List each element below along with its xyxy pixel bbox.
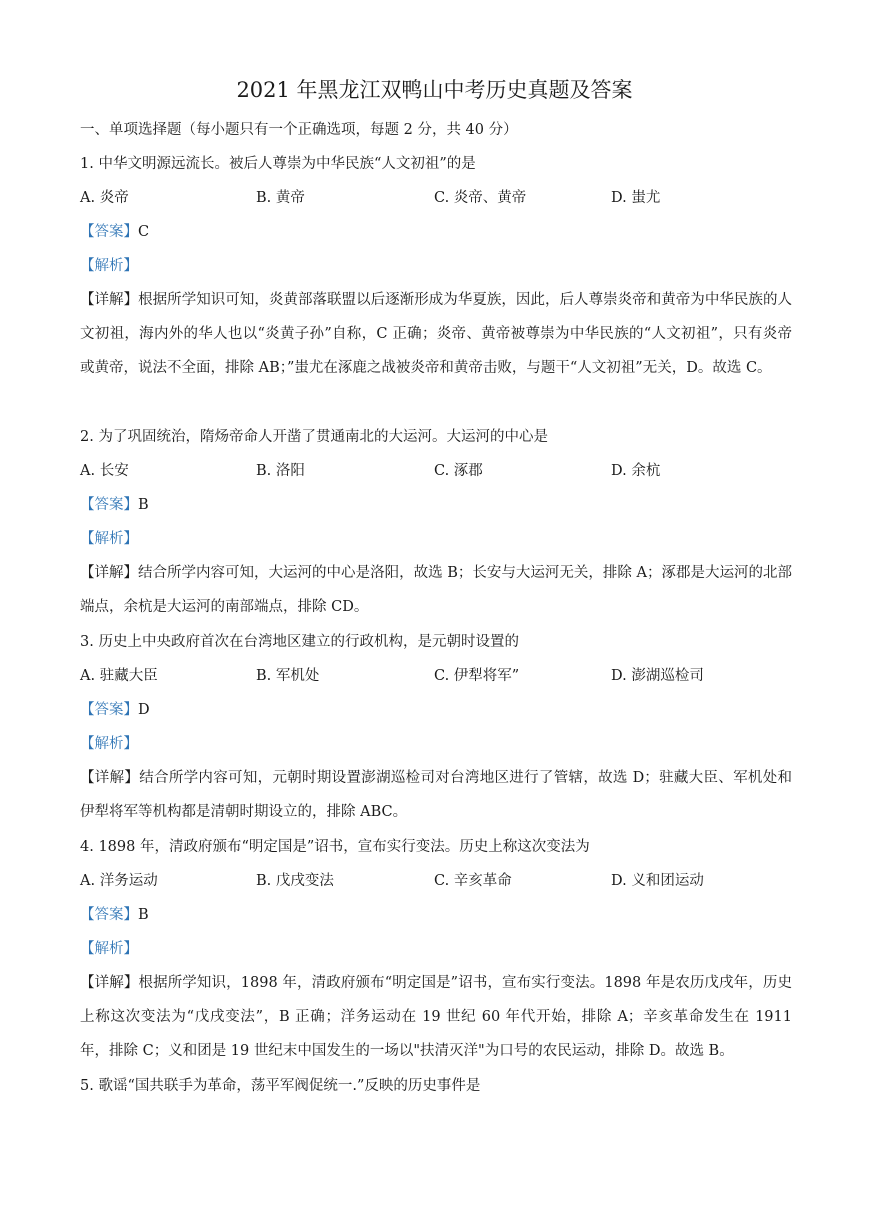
detail-text: 根据所学知识，1898 年，清政府颁布“明定国是”诏书，宣布实行变法。1898 年是农历戊戌年，历史上称这次变法为“戊戌变法”，B 正确；洋务运动在 19 世纪 60 年代开始，排除 A；辛亥革命发生在 1911 年，排除 C；义和团是 19 世纪末中国发生的一场以"扶清灭洋"为口号的农民运动，排除 D。故选 B。 <box>80 975 793 1059</box>
page-title: 2021 年黑龙江双鸭山中考历史真题及答案 <box>236 78 633 102</box>
q1-answer <box>80 222 792 242</box>
question-4-options <box>80 871 792 891</box>
q4-option-c: C. 辛亥革命 <box>434 873 512 889</box>
q4-answer <box>80 905 792 925</box>
answer-tag: 【答案】 <box>80 907 138 923</box>
q4-option-a: A. 洋务运动 <box>80 873 158 889</box>
question-1-options <box>80 188 792 208</box>
q3-option-c: C. 伊犁将军” <box>434 668 520 684</box>
question-3-options <box>80 666 792 686</box>
answer-value: B <box>138 497 149 513</box>
analysis-tag: 【解析】 <box>80 258 138 274</box>
q1-detail <box>80 283 792 385</box>
analysis-tag: 【解析】 <box>80 531 138 547</box>
q2-answer <box>80 495 792 515</box>
q4-analysis <box>80 939 792 959</box>
q2-detail <box>80 556 792 624</box>
q2-analysis <box>80 529 792 549</box>
q2-option-b: B. 洛阳 <box>256 463 305 479</box>
detail-text: 结合所学内容可知，元朝时期设置澎湖巡检司对台湾地区进行了管辖，故选 D；驻藏大臣、军机处和伊犁将军等机构都是清朝时期设立的，排除 ABC。 <box>80 770 793 820</box>
answer-value: D <box>138 702 150 718</box>
q3-option-a: A. 驻藏大臣 <box>80 668 158 684</box>
q4-detail <box>80 966 792 1068</box>
q1-option-c: C. 炎帝、黄帝 <box>434 190 527 206</box>
answer-value: C <box>138 224 150 240</box>
q4-option-d: D. 义和团运动 <box>611 873 704 889</box>
q3-option-b: B. 军机处 <box>256 668 320 684</box>
detail-tag: 【详解】 <box>80 565 139 581</box>
q2-option-a: A. 长安 <box>80 463 129 479</box>
q3-analysis <box>80 734 792 754</box>
answer-tag: 【答案】 <box>80 497 138 513</box>
question-4-stem: 4. 1898 年，清政府颁布“明定国是”诏书，宣布实行变法。历史上称这次变法为 <box>80 839 590 855</box>
answer-value: B <box>138 907 149 923</box>
q2-option-d: D. 余杭 <box>611 463 661 479</box>
analysis-tag: 【解析】 <box>80 941 138 957</box>
detail-text: 根据所学知识可知，炎黄部落联盟以后逐渐形成为华夏族，因此，后人尊崇炎帝和黄帝为中华民族的人文初祖，海内外的华人也以“炎黄子孙”自称，C 正确；炎帝、黄帝被尊崇为中华民族的“人文初祖”，只有炎帝或黄帝，说法不全面，排除 AB；”蚩尤在涿鹿之战被炎帝和黄帝击败，与题干“人文初祖”无关，D。故选 C。 <box>80 292 792 376</box>
q1-option-a: A. 炎帝 <box>80 190 129 206</box>
question-2-stem: 2. 为了巩固统治，隋炀帝命人开凿了贯通南北的大运河。大运河的中心是 <box>80 429 548 445</box>
question-1-stem: 1. 中华文明源远流长。被后人尊崇为中华民族“人文初祖”的是 <box>80 156 476 172</box>
q1-option-d: D. 蚩尤 <box>611 190 661 206</box>
question-2-options <box>80 461 792 481</box>
q1-option-b: B. 黄帝 <box>256 190 305 206</box>
q3-detail <box>80 761 792 829</box>
q3-answer <box>80 700 792 720</box>
q3-option-d: D. 澎湖巡检司 <box>611 668 704 684</box>
q4-option-b: B. 戊戌变法 <box>256 873 334 889</box>
detail-text: 结合所学内容可知，大运河的中心是洛阳，故选 B；长安与大运河无关，排除 A；涿郡是大运河的北部端点，余杭是大运河的南部端点，排除 CD。 <box>80 565 793 615</box>
answer-tag: 【答案】 <box>80 702 138 718</box>
question-3-stem: 3. 历史上中央政府首次在台湾地区建立的行政机构，是元朝时设置的 <box>80 634 519 650</box>
detail-tag: 【详解】 <box>80 770 140 786</box>
question-5-stem: 5. 歌谣“国共联手为革命，荡平军阀促统一.”反映的历史事件是 <box>80 1078 481 1094</box>
q1-analysis <box>80 256 792 276</box>
detail-tag: 【详解】 <box>80 975 139 991</box>
answer-tag: 【答案】 <box>80 224 138 240</box>
analysis-tag: 【解析】 <box>80 736 138 752</box>
section-header: 一、单项选择题（每小题只有一个正确选项，每题 2 分，共 40 分） <box>80 122 518 138</box>
detail-tag: 【详解】 <box>80 292 139 308</box>
q2-option-c: C. 涿郡 <box>434 463 483 479</box>
